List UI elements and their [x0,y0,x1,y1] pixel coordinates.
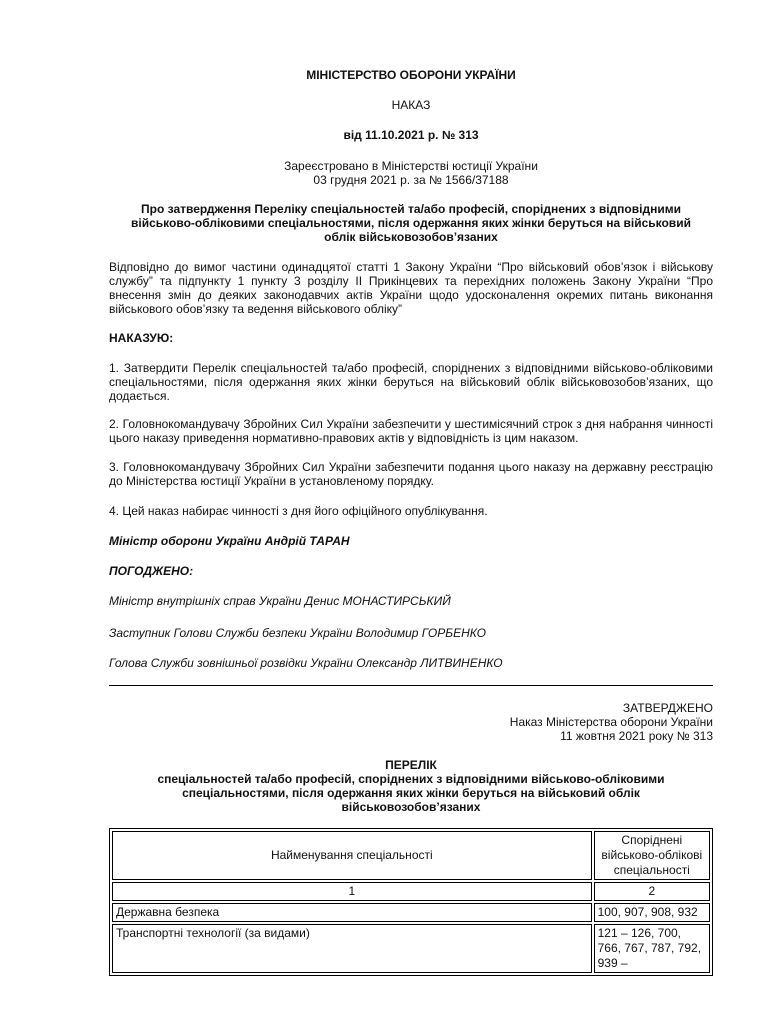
order-title: Про затвердження Переліку спеціальностей та/або професій, споріднених з відповідними військово-обліковими спеціальностями, після одержання яких жінки беруться на військовий облік військовозобов’язаних [131,202,691,244]
registration-line-1: Зареєстровано в Міністерстві юстиції України [284,159,538,173]
list-subheading: спеціальностей та/або професій, споріднених з відповідними військово-обліковими спеціальностями, після одержання яких жінки беруться на військовий облік військовозобов’язаних [157,772,665,814]
specialty-name: Державна безпека [112,903,592,922]
specialties-table [109,828,713,976]
order-item-4: 4. Цей наказ набирає чинності з дня його офіційного опублікування. [109,504,488,518]
doc-type: НАКАЗ [391,98,431,112]
specialty-name: Транспортні технології (за видами) [112,924,592,973]
approved-word: ЗАТВЕРДЖЕНО [622,701,713,715]
table-row [112,903,710,922]
column-header-name: Найменування спеціальності [112,831,592,880]
order-item-2: 2. Головнокомандувачу Збройних Сил України забезпечити у шестимісячний строк з дня набрання чинності цього наказу приведення нормативно-правових актів у відповідність із цим наказом. [109,417,713,445]
agreed-person: Міністр внутрішніх справ України Денис МОНАСТИРСЬКИЙ [109,594,451,608]
order-item-1: 1. Затвердити Перелік спеціальностей та/або професій, споріднених з відповідними військово-обліковими спеціальностями, після одержання яких жінки беруться на військовий облік військовозобов’язаних, що додається. [109,361,713,403]
specialty-codes: 121 – 126, 700, 766, 767, 787, 792, 939 – [594,924,710,973]
order-item-3: 3. Головнокомандувачу Збройних Сил України забезпечити подання цього наказу на державну реєстрацію до Міністерства юстиції України в установленому порядку. [109,460,713,488]
approved-line-2: 11 жовтня 2021 року № 313 [560,729,713,743]
column-number: 2 [594,882,710,901]
date-number: від 11.10.2021 р. № 313 [343,128,479,142]
order-word: НАКАЗУЮ: [109,331,174,345]
agreed-label: ПОГОДЖЕНО: [109,564,194,578]
section-divider [109,685,713,686]
agreed-person: Голова Служби зовнішньої розвідки України Олександр ЛИТВИНЕНКО [109,656,503,670]
preamble: Відповідно до вимог частини одинадцятої статті 1 Закону України “Про військовий обов’язок і військову службу” та підпункту 1 пункту 3 розділу ІІ Прикінцевих та перехідних положень Закону України “Про внесення змін до деяких законодавчих актів України щодо удосконалення окремих питань виконання військового обов’язку та ведення військового обліку” [109,260,713,316]
list-heading: ПЕРЕЛІК [385,758,437,772]
table-row [112,924,710,973]
approved-line-1: Наказ Міністерства оборони України [509,715,713,729]
table-header-row [112,831,710,880]
table-number-row [112,882,710,901]
ministry-heading: МІНІСТЕРСТВО ОБОРОНИ УКРАЇНИ [306,68,516,82]
column-header-codes: Споріднені військово-облікові спеціальності [594,831,710,880]
registration-line-2: 03 грудня 2021 р. за № 1566/37188 [313,173,509,187]
column-number: 1 [112,882,592,901]
specialty-codes: 100, 907, 908, 932 [594,903,710,922]
agreed-person: Заступник Голови Служби безпеки України Володимир ГОРБЕНКО [109,626,487,640]
minister-signature: Міністр оборони України Андрій ТАРАН [109,534,350,548]
